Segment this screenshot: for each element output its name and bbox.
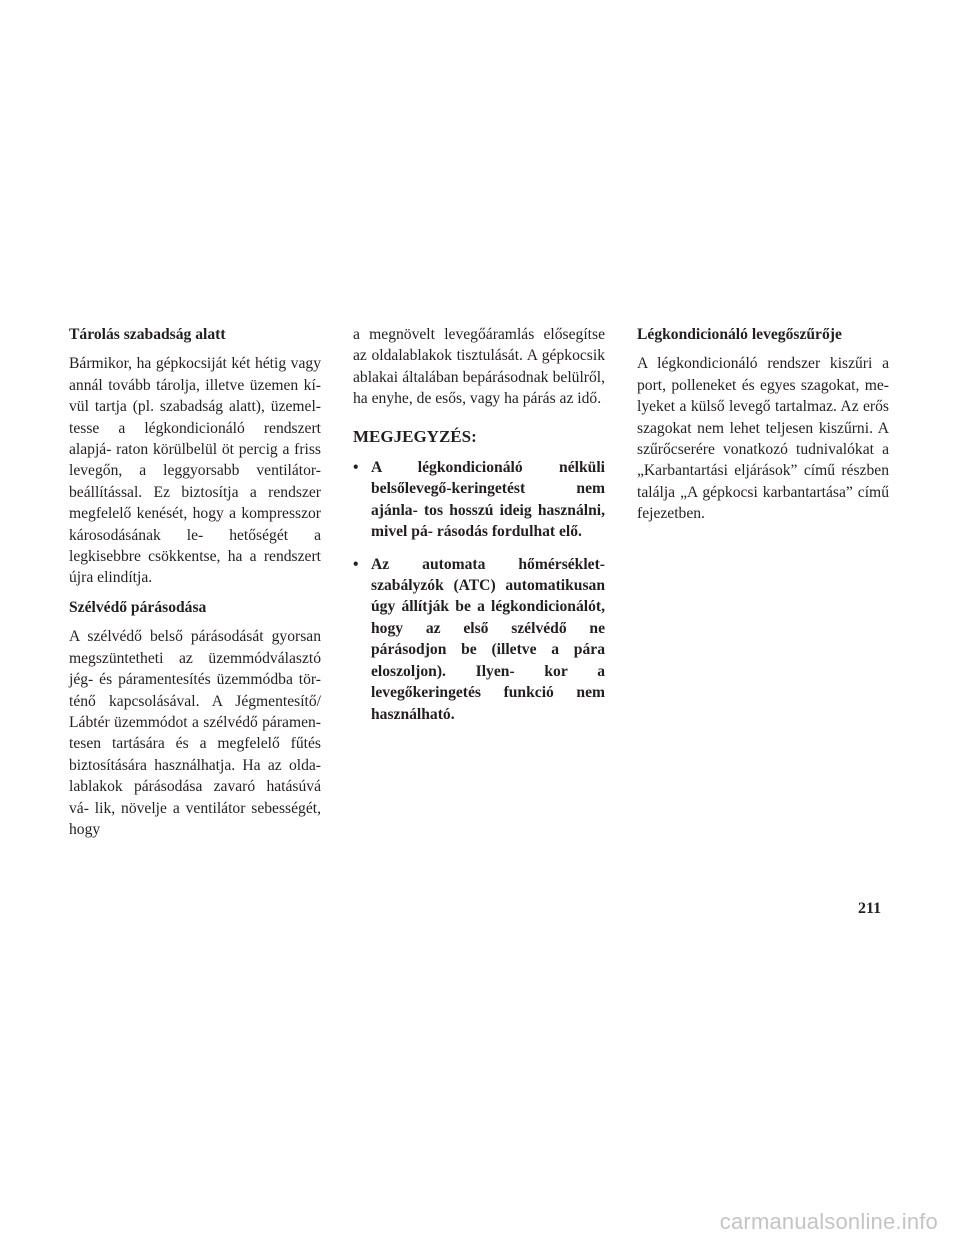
- note-bullet-atc: [353, 554, 605, 725]
- bullet-icon: •: [353, 555, 359, 573]
- watermark: carmanualsonline.info: [719, 1209, 938, 1234]
- section-heading-windshield-fog: Szélvédő párásodása: [69, 598, 207, 616]
- page-number: 211: [858, 900, 882, 917]
- windshield-fog-paragraph-continued: a megnövelt levegőáramlás elősegítse az oldalablakok tisztulását. A gépkocsik ablakai általában bepárásodnak belülről, ha enyhe, de esős, vagy ha párás az idő.: [353, 326, 605, 408]
- storage-paragraph: Bármikor, ha gépkocsiját két hétig vagy annál tovább tárolja, illetve üzemen kí- vül tartja (pl. szabadság alatt), üzemel- tesse a légkondicionáló rendszert alapjá- raton körülbelül öt percig a friss levegőn, a leggyorsabb ventilátor-beállítással. Ez biztosítja a rendszer megfelelő kenését, hogy a kompresszor károsodásának le- hetőségét a legkisebbre csökkentse, ha a rendszert újra elindítja.: [69, 355, 321, 587]
- note-bullet-recirculation: [353, 457, 605, 543]
- note-title: MEGJEGYZÉS:: [353, 426, 477, 446]
- column-middle: [353, 324, 605, 736]
- column-right: [637, 324, 889, 533]
- note-bullet-text: Az automata hőmérséklet- szabályzók (ATC) automatikusan úgy állítják be a légkondicionálót, hogy az első szélvédő ne párásodjon be (illetve a pára eloszoljon). Ilyen- kor a levegőkeringetés funkció nem használható.: [371, 555, 605, 723]
- bullet-icon: •: [353, 459, 359, 477]
- section-heading-storage: Tárolás szabadság alatt: [69, 326, 226, 343]
- note-bullet-text: A légkondicionáló nélküli belsőlevegő-keringetést nem ajánla- tos hosszú ideig használni, mivel pá- rásodás fordulhat elő.: [371, 459, 605, 541]
- windshield-fog-paragraph: A szélvédő belső párásodását gyorsan megszüntetheti az üzemmódválasztó jég- és páramentesítés üzemmódba tör- ténő kapcsolásával. A Jégmentesítő/ Lábtér üzemmódot a szélvédő páramen- tesen tartására és a megfelelő fűtés biztosítására használhatja. Ha az olda- lablakok párásodása zavaró hatásúvá vá- lik, növelje a ventilátor sebességét, hogy: [69, 628, 321, 838]
- column-left: [69, 324, 321, 848]
- section-heading-air-filter: Légkondicionáló levegőszűrője: [637, 326, 842, 343]
- air-filter-paragraph: A légkondicionáló rendszer kiszűri a port, polleneket és egyes szagokat, me- lyeket a külső levegő tartalmaz. Az erős szagokat nem lehet teljesen kiszűrni. A szűrőcserére vonatkozó tudnivalókat a „Karbantartási eljárások” című részben találja „A gépkocsi karbantartása” című fejezetben.: [637, 355, 889, 523]
